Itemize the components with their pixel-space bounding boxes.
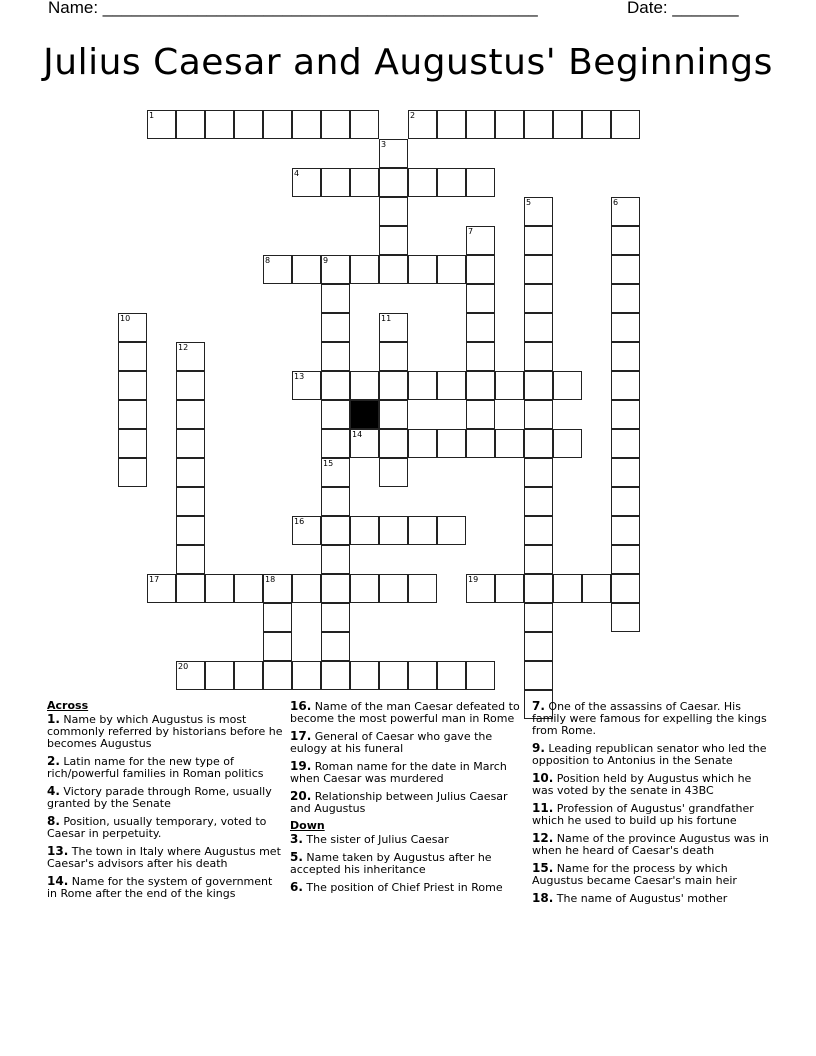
grid-cell[interactable]	[524, 574, 553, 603]
grid-cell[interactable]	[176, 661, 205, 690]
grid-cell[interactable]	[263, 574, 292, 603]
grid-cell[interactable]	[611, 400, 640, 429]
grid-cell[interactable]	[495, 429, 524, 458]
grid-cell[interactable]	[379, 197, 408, 226]
grid-cell[interactable]	[176, 400, 205, 429]
grid-cell[interactable]	[437, 516, 466, 545]
grid-cell[interactable]	[321, 545, 350, 574]
grid-cell[interactable]	[321, 574, 350, 603]
grid-cell[interactable]	[611, 197, 640, 226]
clue-across-8: 8. Position, usually temporary, voted to Caesar in perpetuity.	[47, 814, 267, 840]
clue-number: 19	[468, 575, 479, 584]
grid-cell[interactable]	[408, 255, 437, 284]
grid-cell[interactable]	[437, 661, 466, 690]
grid-cell[interactable]	[611, 313, 640, 342]
grid-cell[interactable]	[466, 313, 495, 342]
grid-cell[interactable]	[611, 545, 640, 574]
grid-cell[interactable]	[321, 284, 350, 313]
grid-cell[interactable]	[321, 313, 350, 342]
grid-cell[interactable]	[350, 110, 379, 139]
grid-cell[interactable]	[234, 574, 263, 603]
grid-cell[interactable]	[611, 371, 640, 400]
grid-cell[interactable]	[205, 661, 234, 690]
clue-across-13: 13. The town in Italy where Augustus met Caesar's advisors after his death	[47, 844, 281, 870]
page-title: Julius Caesar and Augustus' Beginnings	[43, 42, 773, 83]
grid-cell[interactable]	[321, 371, 350, 400]
grid-cell[interactable]	[379, 139, 408, 168]
grid-cell[interactable]	[118, 371, 147, 400]
clue-number: 1	[149, 111, 155, 120]
grid-cell[interactable]	[350, 429, 379, 458]
grid-cell[interactable]	[553, 574, 582, 603]
grid-cell[interactable]	[582, 574, 611, 603]
grid-cell[interactable]	[263, 110, 292, 139]
grid-cell[interactable]	[524, 371, 553, 400]
grid-cell[interactable]	[379, 168, 408, 197]
clue-down-9: 9. Leading republican senator who led the opposition to Antonius in the Senate	[532, 741, 767, 767]
grid-cell[interactable]	[147, 574, 176, 603]
grid-cell[interactable]	[205, 574, 234, 603]
grid-cell[interactable]	[553, 371, 582, 400]
grid-cell[interactable]	[379, 516, 408, 545]
clue-across-20: 20. Relationship between Julius Caesar and Augustus	[290, 789, 508, 815]
down-heading: Down	[290, 819, 325, 832]
clue-number: 7	[468, 227, 474, 236]
grid-cell[interactable]	[321, 342, 350, 371]
grid-cell[interactable]	[611, 487, 640, 516]
name-field-label: Name: ______________________________________________	[48, 0, 538, 17]
grid-cell[interactable]	[524, 313, 553, 342]
clue-number: 13	[294, 372, 305, 381]
grid-cell[interactable]	[118, 342, 147, 371]
grid-cell[interactable]	[466, 168, 495, 197]
grid-cell[interactable]	[263, 603, 292, 632]
grid-cell[interactable]	[466, 255, 495, 284]
clue-across-19: 19. Roman name for the date in March when Caesar was murdered	[290, 759, 507, 785]
grid-cell[interactable]	[466, 661, 495, 690]
clue-number: 5	[526, 198, 532, 207]
clue-down-11: 11. Profession of Augustus' grandfather which he used to build up his fortune	[532, 801, 754, 827]
grid-cell[interactable]	[234, 110, 263, 139]
grid-cell[interactable]	[176, 574, 205, 603]
grid-cell[interactable]	[205, 110, 234, 139]
grid-cell[interactable]	[524, 632, 553, 661]
grid-cell[interactable]	[292, 574, 321, 603]
grid-cell[interactable]	[611, 458, 640, 487]
grid-cell[interactable]	[524, 458, 553, 487]
clue-down-15: 15. Name for the process by which Augustus became Caesar's main heir	[532, 861, 737, 887]
grid-cell[interactable]	[408, 110, 437, 139]
grid-cell[interactable]	[495, 371, 524, 400]
grid-cell[interactable]	[321, 516, 350, 545]
grid-cell[interactable]	[379, 255, 408, 284]
clue-number: 17	[149, 575, 160, 584]
clue-number: 14	[352, 430, 363, 439]
grid-cell[interactable]	[350, 168, 379, 197]
grid-cell[interactable]	[611, 603, 640, 632]
clue-number: 11	[381, 314, 392, 323]
grid-cell[interactable]	[611, 255, 640, 284]
grid-cell[interactable]	[408, 516, 437, 545]
grid-cell[interactable]	[321, 632, 350, 661]
grid-cell[interactable]	[611, 516, 640, 545]
grid-cell[interactable]	[379, 429, 408, 458]
grid-cell[interactable]	[408, 661, 437, 690]
grid-cell[interactable]	[176, 516, 205, 545]
grid-cell[interactable]	[379, 313, 408, 342]
grid-cell[interactable]	[176, 429, 205, 458]
grid-cell[interactable]	[611, 284, 640, 313]
grid-cell[interactable]	[321, 168, 350, 197]
grid-cell[interactable]	[524, 487, 553, 516]
grid-cell[interactable]	[350, 574, 379, 603]
grid-cell[interactable]	[379, 574, 408, 603]
grid-cell[interactable]	[379, 371, 408, 400]
grid-cell[interactable]	[263, 661, 292, 690]
grid-cell[interactable]	[176, 458, 205, 487]
clue-down-12: 12. Name of the province Augustus was in when he heard of Caesar's death	[532, 831, 769, 857]
grid-cell[interactable]	[263, 255, 292, 284]
grid-cell[interactable]	[321, 255, 350, 284]
grid-cell[interactable]	[263, 632, 292, 661]
grid-cell[interactable]	[350, 661, 379, 690]
clue-across-14: 14. Name for the system of government in Rome after the end of the kings	[47, 874, 273, 900]
grid-cell[interactable]	[524, 429, 553, 458]
grid-cell[interactable]	[176, 545, 205, 574]
grid-cell[interactable]	[495, 110, 524, 139]
grid-cell[interactable]	[379, 661, 408, 690]
clue-column-2	[290, 700, 522, 899]
grid-cell[interactable]	[466, 342, 495, 371]
clue-column-3	[532, 700, 772, 910]
grid-cell[interactable]	[524, 110, 553, 139]
clue-number: 18	[265, 575, 276, 584]
clue-down-5: 5. Name taken by Augustus after he accepted his inheritance	[290, 850, 492, 876]
grid-cell[interactable]	[466, 284, 495, 313]
grid-cell[interactable]	[611, 429, 640, 458]
grid-cell[interactable]	[495, 574, 524, 603]
grid-cell[interactable]	[118, 313, 147, 342]
grid-cell[interactable]	[437, 429, 466, 458]
clue-number: 15	[323, 459, 334, 468]
grid-cell[interactable]	[408, 371, 437, 400]
grid-cell[interactable]	[350, 371, 379, 400]
grid-cell[interactable]	[321, 487, 350, 516]
clue-down-6: 6. The position of Chief Priest in Rome	[290, 880, 503, 894]
grid-cell[interactable]	[611, 342, 640, 371]
grid-cell[interactable]	[350, 255, 379, 284]
grid-cell[interactable]	[524, 545, 553, 574]
across-heading: Across	[47, 699, 89, 712]
grid-cell[interactable]	[118, 400, 147, 429]
grid-cell[interactable]	[118, 458, 147, 487]
clue-number: 2	[410, 111, 416, 120]
grid-cell[interactable]	[466, 226, 495, 255]
grid-cell[interactable]	[234, 661, 263, 690]
clue-number: 4	[294, 169, 300, 178]
clue-down-3: 3. The sister of Julius Caesar	[290, 832, 449, 846]
clue-across-1: 1. Name by which Augustus is most commonly referred by historians before he becomes Augustus	[47, 712, 283, 750]
clue-across-2: 2. Latin name for the new type of rich/powerful families in Roman politics	[47, 754, 264, 780]
grid-cell[interactable]	[611, 226, 640, 255]
grid-cell[interactable]	[524, 400, 553, 429]
grid-cell[interactable]	[524, 197, 553, 226]
grid-cell[interactable]	[321, 458, 350, 487]
grid-cell[interactable]	[524, 284, 553, 313]
grid-cell[interactable]	[524, 255, 553, 284]
clue-down-18: 18. The name of Augustus' mother	[532, 891, 728, 905]
grid-cell[interactable]	[437, 371, 466, 400]
grid-cell[interactable]	[408, 168, 437, 197]
clue-number: 6	[613, 198, 619, 207]
clue-column-1	[47, 700, 285, 905]
clue-across-16: 16. Name of the man Caesar defeated to become the most powerful man in Rome	[290, 699, 520, 725]
grid-cell[interactable]	[321, 400, 350, 429]
grid-cell[interactable]	[176, 371, 205, 400]
black-square	[350, 400, 379, 429]
grid-cell[interactable]	[553, 429, 582, 458]
grid-cell[interactable]	[553, 110, 582, 139]
grid-cell[interactable]	[379, 458, 408, 487]
clue-number: 16	[294, 517, 305, 526]
grid-cell[interactable]	[466, 400, 495, 429]
grid-cell[interactable]	[524, 516, 553, 545]
grid-cell[interactable]	[176, 110, 205, 139]
grid-cell[interactable]	[118, 429, 147, 458]
date-field-label: Date: _______	[627, 0, 739, 17]
grid-cell[interactable]	[292, 110, 321, 139]
grid-cell[interactable]	[147, 110, 176, 139]
grid-cell[interactable]	[379, 342, 408, 371]
grid-cell[interactable]	[292, 255, 321, 284]
grid-cell[interactable]	[292, 168, 321, 197]
clue-across-17: 17. General of Caesar who gave the eulogy at his funeral	[290, 729, 493, 755]
grid-cell[interactable]	[321, 429, 350, 458]
grid-cell[interactable]	[466, 574, 495, 603]
grid-cell[interactable]	[524, 661, 553, 690]
clue-number: 12	[178, 343, 189, 352]
grid-cell[interactable]	[321, 661, 350, 690]
grid-cell[interactable]	[611, 574, 640, 603]
clue-across-4: 4. Victory parade through Rome, usually granted by the Senate	[47, 784, 272, 810]
grid-cell[interactable]	[321, 603, 350, 632]
clue-down-10: 10. Position held by Augustus which he was voted by the senate in 43BC	[532, 771, 752, 797]
clue-number: 20	[178, 662, 189, 671]
grid-cell[interactable]	[437, 255, 466, 284]
grid-cell[interactable]	[582, 110, 611, 139]
grid-cell[interactable]	[466, 429, 495, 458]
grid-cell[interactable]	[466, 110, 495, 139]
clue-number: 9	[323, 256, 329, 265]
grid-cell[interactable]	[437, 110, 466, 139]
grid-cell[interactable]	[524, 226, 553, 255]
grid-cell[interactable]	[466, 371, 495, 400]
grid-cell[interactable]	[176, 342, 205, 371]
clue-down-7: 7. One of the assassins of Caesar. His family were famous for expelling the kings from Rome.	[532, 699, 767, 737]
grid-cell[interactable]	[524, 342, 553, 371]
grid-cell[interactable]	[292, 371, 321, 400]
grid-cell[interactable]	[611, 110, 640, 139]
grid-cell[interactable]	[408, 574, 437, 603]
grid-cell[interactable]	[437, 168, 466, 197]
grid-cell[interactable]	[379, 400, 408, 429]
clue-number: 8	[265, 256, 271, 265]
clue-number: 10	[120, 314, 131, 323]
grid-cell[interactable]	[350, 516, 379, 545]
grid-cell[interactable]	[292, 661, 321, 690]
grid-cell[interactable]	[408, 429, 437, 458]
clue-number: 3	[381, 140, 387, 149]
grid-cell[interactable]	[524, 603, 553, 632]
grid-cell[interactable]	[176, 487, 205, 516]
grid-cell[interactable]	[321, 110, 350, 139]
grid-cell[interactable]	[292, 516, 321, 545]
grid-cell[interactable]	[379, 226, 408, 255]
